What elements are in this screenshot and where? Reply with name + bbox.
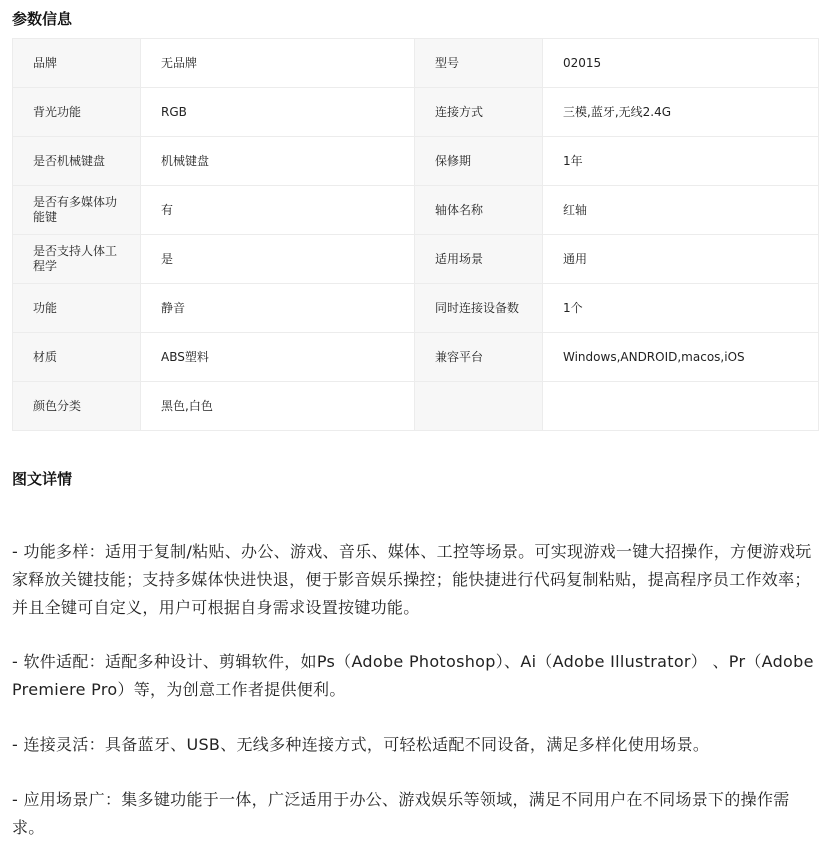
param-label: 同时连接设备数 — [415, 284, 543, 333]
params-row — [13, 235, 819, 284]
param-value: 是 — [141, 235, 415, 284]
params-row — [13, 186, 819, 235]
param-label: 保修期 — [415, 137, 543, 186]
params-table — [12, 38, 819, 431]
param-value: 有 — [141, 186, 415, 235]
param-label: 轴体名称 — [415, 186, 543, 235]
param-value: 机械键盘 — [141, 137, 415, 186]
param-value: 无品牌 — [141, 39, 415, 88]
params-row — [13, 284, 819, 333]
param-label: 是否有多媒体功能键 — [13, 186, 141, 235]
params-row — [13, 88, 819, 137]
param-value: 红轴 — [543, 186, 819, 235]
param-label — [415, 382, 543, 431]
param-label: 颜色分类 — [13, 382, 141, 431]
feature-paragraph-1: - 功能多样：适用于复制/粘贴、办公、游戏、音乐、媒体、工控等场景。可实现游戏一键大招操作，方便游戏玩家释放关键技能；支持多媒体快进快退，便于影音娱乐操控；能快捷进行代码复制粘贴，提高程序员工作效率；并且全键可自定义，用户可根据自身需求设置按键功能。 — [12, 542, 812, 617]
param-label: 功能 — [13, 284, 141, 333]
feature-paragraph-4: - 应用场景广：集多键功能于一体，广泛适用于办公、游戏娱乐等领域，满足不同用户在不同场景下的操作需求。 — [12, 790, 790, 837]
param-value: ABS塑料 — [141, 333, 415, 382]
params-section-title: 参数信息 — [12, 10, 73, 28]
param-value: 黑色,白色 — [141, 382, 415, 431]
param-label: 品牌 — [13, 39, 141, 88]
params-row — [13, 137, 819, 186]
param-label: 兼容平台 — [415, 333, 543, 382]
param-label: 背光功能 — [13, 88, 141, 137]
param-value: 静音 — [141, 284, 415, 333]
param-label: 适用场景 — [415, 235, 543, 284]
param-value: Windows,ANDROID,macos,iOS — [543, 333, 819, 382]
feature-paragraph-3: - 连接灵活：具备蓝牙、USB、无线多种连接方式，可轻松适配不同设备，满足多样化使用场景。 — [12, 735, 710, 754]
param-value: 三模,蓝牙,无线2.4G — [543, 88, 819, 137]
param-label: 材质 — [13, 333, 141, 382]
params-row — [13, 39, 819, 88]
param-label: 连接方式 — [415, 88, 543, 137]
feature-paragraph-2: - 软件适配：适配多种设计、剪辑软件，如Ps（Adobe Photoshop）、Ai（Adobe Illustrator） 、Pr（Adobe Premiere Pro）等，为创意工作者提供便利。 — [12, 652, 814, 699]
param-label: 型号 — [415, 39, 543, 88]
param-value: RGB — [141, 88, 415, 137]
param-value: 1个 — [543, 284, 819, 333]
param-value — [543, 382, 819, 431]
param-label: 是否支持人体工程学 — [13, 235, 141, 284]
params-row — [13, 333, 819, 382]
details-section-title: 图文详情 — [12, 470, 73, 488]
param-value: 通用 — [543, 235, 819, 284]
param-value: 02015 — [543, 39, 819, 88]
params-row — [13, 382, 819, 431]
param-label: 是否机械键盘 — [13, 137, 141, 186]
param-value: 1年 — [543, 137, 819, 186]
